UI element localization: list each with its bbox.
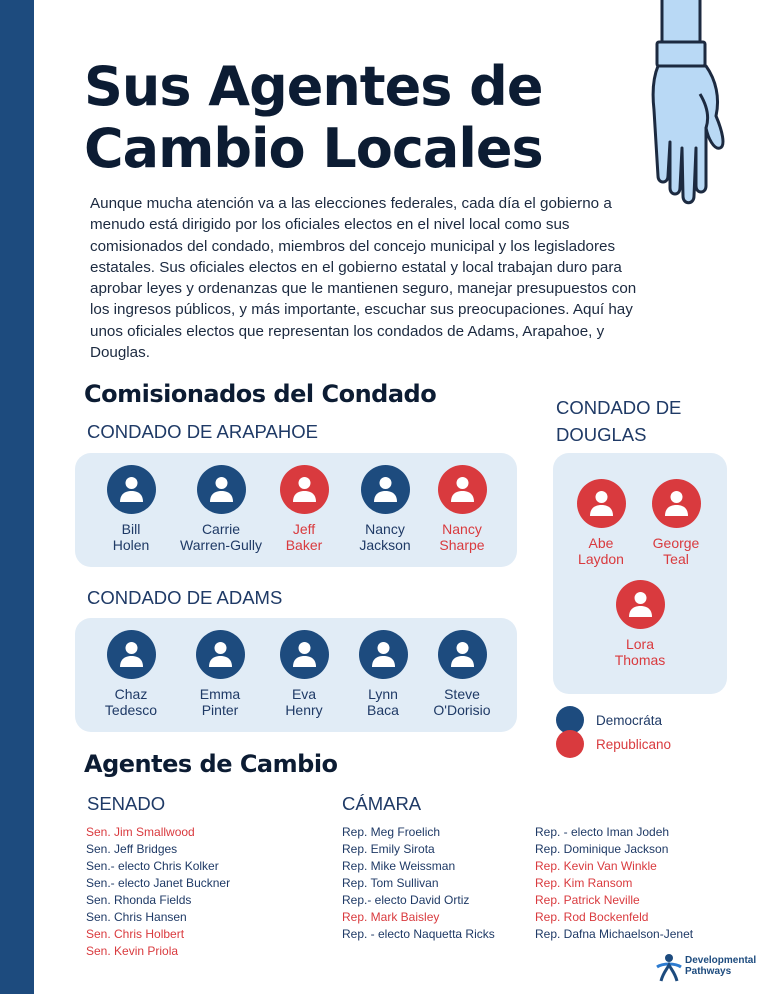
official-list-item: Rep. Dominique Jackson	[535, 842, 669, 856]
official-list-item: Rep. Kim Ransom	[535, 876, 633, 890]
arapahoe-panel	[75, 453, 517, 567]
person-first-name: Nancy	[442, 521, 482, 537]
person-icon	[577, 479, 626, 528]
person-silhouette	[450, 476, 475, 503]
commissioner-card	[621, 479, 731, 567]
adams-panel	[75, 618, 517, 732]
commissioner-card	[407, 630, 517, 718]
person-last-name: Baca	[367, 701, 399, 718]
official-list-item: Rep. Mark Baisley	[342, 910, 440, 924]
person-last-name: Jackson	[359, 536, 411, 553]
person-icon	[197, 465, 246, 514]
person-icon	[107, 630, 156, 679]
person-silhouette	[664, 490, 689, 517]
person-last-name: Sharpe	[439, 536, 485, 553]
official-list-item: Rep. Tom Sullivan	[342, 876, 439, 890]
person-silhouette	[209, 476, 234, 503]
person-icon	[438, 465, 487, 514]
official-list-item: Sen.- electo Janet Buckner	[86, 876, 231, 890]
commissioner-card	[407, 465, 517, 553]
official-list-item: Sen.- electo Chris Kolker	[86, 859, 219, 873]
person-first-name: Emma	[199, 686, 241, 702]
official-list-item: Rep. Emily Sirota	[342, 842, 435, 856]
official-list-item: Sen. Kevin Priola	[86, 944, 179, 958]
legend-republican	[556, 730, 671, 758]
official-list-item: Sen. Rhonda Fields	[86, 893, 192, 907]
official-list-item: Sen. Chris Hansen	[86, 910, 187, 924]
senate-list	[86, 824, 230, 960]
official-list-item: Rep. Meg Froelich	[342, 825, 441, 839]
republican-swatch	[556, 730, 584, 758]
person-icon	[652, 479, 701, 528]
person-silhouette	[450, 641, 475, 668]
person-icon	[107, 465, 156, 514]
official-list-item: Rep.- electo David Ortiz	[342, 893, 470, 907]
adams-label: CONDADO DE ADAMS	[87, 587, 283, 608]
person-silhouette	[589, 490, 614, 517]
official-list-item: Rep. - electo Iman Jodeh	[535, 825, 670, 839]
commissioners-heading: Comisionados del Condado	[84, 380, 437, 408]
person-first-name: Lora	[625, 636, 655, 652]
person-last-name: Baker	[285, 536, 323, 553]
official-list-item: Rep. - electo Naquetta Ricks	[342, 927, 495, 941]
douglas-label-line-1: CONDADO DE	[556, 397, 682, 418]
logo-line-2: Pathways	[685, 966, 732, 977]
person-first-name: Abe	[588, 535, 614, 551]
person-silhouette	[119, 641, 144, 668]
agents-heading: Agentes de Cambio	[84, 750, 338, 778]
democrat-label: Democráta	[596, 712, 663, 728]
person-last-name: Thomas	[614, 651, 666, 668]
official-list-item: Sen. Chris Holbert	[86, 927, 185, 941]
person-last-name: Laydon	[578, 550, 624, 567]
person-last-name: Warren-Gully	[180, 536, 262, 553]
person-silhouette	[292, 476, 317, 503]
person-icon	[280, 465, 329, 514]
left-accent-bar	[0, 0, 34, 994]
commissioner-card	[585, 580, 695, 668]
person-icon	[616, 580, 665, 629]
person-silhouette	[119, 476, 144, 503]
official-list-item: Rep. Patrick Neville	[535, 893, 640, 907]
house-list-1	[342, 824, 495, 943]
logo-line-1: Developmental	[685, 955, 757, 966]
official-list-item: Rep. Mike Weissman	[342, 859, 456, 873]
douglas-label	[556, 394, 681, 448]
person-icon	[280, 630, 329, 679]
person-silhouette	[371, 641, 396, 668]
person-icon	[438, 630, 487, 679]
arapahoe-label: CONDADO DE ARAPAHOE	[87, 421, 318, 442]
republican-label: Republicano	[596, 736, 672, 752]
person-icon	[196, 630, 245, 679]
person-silhouette	[292, 641, 317, 668]
person-first-name: Bill	[121, 521, 141, 537]
person-icon	[359, 630, 408, 679]
person-first-name: Jeff	[292, 521, 316, 537]
title-line-2: Cambio Locales	[84, 117, 543, 180]
pathways-figure-icon	[655, 953, 683, 983]
developmental-pathways-logo	[655, 953, 755, 983]
official-list-item: Sen. Jeff Bridges	[86, 842, 178, 856]
intro-paragraph: Aunque mucha atención va a las elecciones federales, cada día el gobierno a menudo está dirigido por los oficiales electos en el nivel local como sus comisionados del condado, miembros del concejo municipal y los legisladores estatales. Sus oficiales electos en el gobierno estatal y local trabajan duro para aprobar leyes y ordenanzas que le mantienen seguro, manejar presupuestos con los ingresos públicos, y más importante, escuchar sus preocupaciones. Aquí hay unos oficiales electos que representan los condados de Adams, Arapahoe, y Douglas.	[90, 195, 637, 362]
senate-label: SENADO	[87, 793, 166, 814]
person-first-name: Nancy	[365, 521, 405, 537]
douglas-panel	[553, 453, 727, 694]
house-label: CÁMARA	[342, 793, 422, 814]
person-last-name: O'Dorisio	[433, 701, 491, 718]
person-last-name: Holen	[112, 536, 150, 553]
person-last-name: Tedesco	[104, 701, 158, 718]
person-icon	[361, 465, 410, 514]
person-silhouette	[208, 641, 233, 668]
title-line-1: Sus Agentes de	[84, 55, 543, 118]
official-list-item: Rep. Rod Bockenfeld	[535, 910, 649, 924]
person-first-name: Eva	[291, 686, 317, 702]
official-list-item: Sen. Jim Smallwood	[86, 825, 195, 839]
person-last-name: Pinter	[201, 701, 239, 718]
person-first-name: Carrie	[201, 521, 241, 537]
official-list-item: Rep. Dafna Michaelson-Jenet	[535, 927, 694, 941]
person-first-name: Steve	[444, 686, 480, 702]
person-last-name: Teal	[663, 550, 689, 567]
page-title	[84, 56, 604, 180]
hand-icon	[640, 0, 740, 210]
person-first-name: Chaz	[114, 686, 148, 702]
person-silhouette	[628, 591, 653, 618]
douglas-label-line-2: DOUGLAS	[556, 424, 647, 445]
official-list-item: Rep. Kevin Van Winkle	[535, 859, 657, 873]
house-list-2	[535, 824, 693, 943]
person-first-name: George	[652, 535, 700, 551]
person-last-name: Henry	[285, 701, 323, 718]
person-first-name: Lynn	[368, 686, 398, 702]
person-silhouette	[373, 476, 398, 503]
